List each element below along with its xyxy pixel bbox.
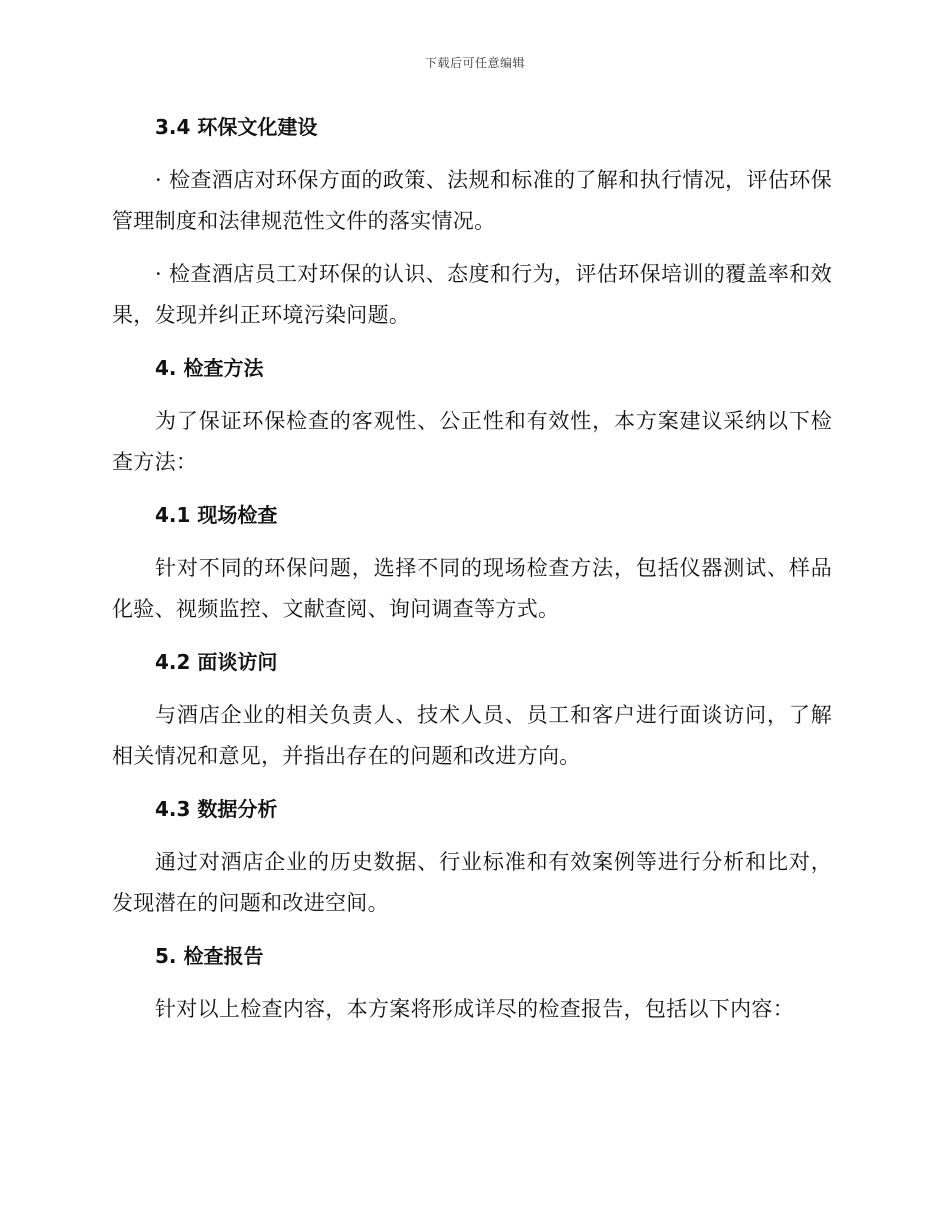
section-heading-4-1: 4.1 现场检查 [155, 503, 278, 527]
page-header: 下载后可任意编辑 [424, 56, 525, 70]
paragraph-methods-intro: 为了保证环保检查的客观性、公正性和有效性，本方案建议采纳以下检查方法： [112, 409, 832, 474]
paragraph-policy-check: · 检查酒店对环保方面的政策、法规和标准的了解和执行情况，评估环保管理制度和法律规范性文件的落实情况。 [112, 168, 832, 233]
document-body [112, 107, 832, 1042]
paragraph-report-intro: 针对以上检查内容，本方案将形成详尽的检查报告，包括以下内容： [155, 997, 794, 1021]
section-heading-4-2: 4.2 面谈访问 [155, 650, 278, 674]
paragraph-data-analysis: 通过对酒店企业的历史数据、行业标准和有效案例等进行分析和比对，发现潜在的问题和改进空间。 [112, 850, 832, 915]
section-heading-4: 4. 检查方法 [155, 356, 264, 380]
paragraph-staff-check: · 检查酒店员工对环保的认识、态度和行为，评估环保培训的覆盖率和效果，发现并纠正环境污染问题。 [112, 262, 832, 327]
paragraph-onsite-inspection: 针对不同的环保问题，选择不同的现场检查方法，包括仪器测试、样品化验、视频监控、文献查阅、询问调查等方式。 [112, 556, 832, 621]
section-heading-5: 5. 检查报告 [155, 944, 264, 968]
section-heading-4-3: 4.3 数据分析 [155, 797, 278, 821]
section-heading-3-4: 3.4 环保文化建设 [155, 115, 318, 139]
paragraph-interviews: 与酒店企业的相关负责人、技术人员、员工和客户进行面谈访问，了解相关情况和意见，并指出存在的问题和改进方向。 [112, 703, 832, 768]
